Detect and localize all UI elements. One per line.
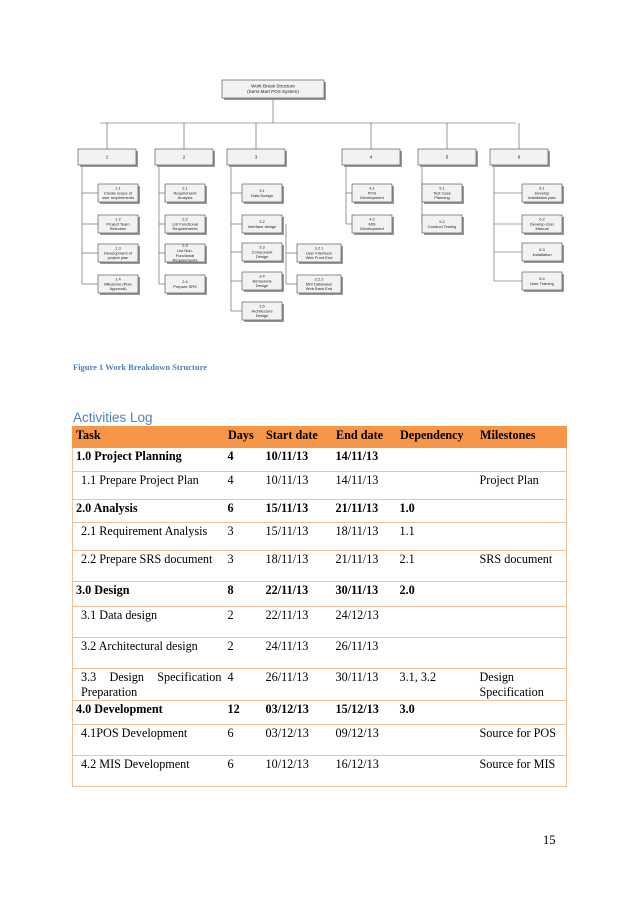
- wbs-text: List Functional: [172, 221, 198, 227]
- cell-start-date: 10/12/13: [263, 756, 333, 787]
- wbs-text: Milestone (Plan: [104, 281, 132, 287]
- cell-dependency: 2.1: [397, 551, 477, 582]
- wbs-text: Test Case: [433, 190, 451, 196]
- table-row: [73, 500, 567, 523]
- wbs-text: Manual: [535, 226, 549, 232]
- wbs-text: MIS: [368, 221, 376, 227]
- header-task: Task: [73, 427, 225, 448]
- cell-end-date: 30/11/13: [333, 669, 397, 701]
- cell-dependency: 3.1, 3.2: [397, 669, 477, 701]
- wbs-text: 1.4: [115, 276, 121, 282]
- table-row: [73, 472, 567, 500]
- work-breakdown-structure-diagram: [70, 75, 565, 365]
- wbs-text: Functional: [175, 252, 195, 258]
- wbs-text: 6.4: [539, 276, 545, 281]
- cell-end-date: 14/11/13: [333, 472, 397, 500]
- wbs-text: User Interface/: [305, 250, 333, 256]
- cell-dependency: [397, 638, 477, 669]
- cell-milestone: Project Plan: [477, 472, 567, 500]
- cell-start-date: 18/11/13: [263, 551, 333, 582]
- table-row: [73, 448, 567, 472]
- wbs-text: Web Back End: [305, 286, 333, 292]
- wbs-text: User Training: [530, 280, 554, 286]
- wbs-text: Interface design: [247, 223, 277, 229]
- wbs-text: 2.3: [182, 243, 188, 249]
- wbs-text: POS: [367, 190, 377, 196]
- wbs-text: 1.2: [115, 216, 121, 222]
- wbs-text: Development of: [103, 250, 133, 256]
- cell-task: 3.0 Design: [73, 582, 225, 607]
- cell-milestone: [477, 500, 567, 523]
- cell-end-date: 16/12/13: [333, 756, 397, 787]
- wbs-text: 1.3: [115, 245, 121, 251]
- wbs-text: 4.1: [369, 185, 375, 191]
- wbs-text: Development: [360, 226, 384, 232]
- cell-start-date: 10/11/13: [263, 472, 333, 500]
- section-title: Activities Log: [73, 410, 153, 425]
- cell-days: 4: [225, 472, 263, 500]
- wbs-text: Design: [255, 254, 269, 260]
- wbs-text: 1.1: [115, 185, 121, 191]
- table-row: [73, 701, 567, 725]
- wbs-text: Behavioral: [252, 278, 272, 284]
- wbs-text: 5.2: [439, 219, 445, 224]
- cell-milestone: Source for POS: [477, 725, 567, 756]
- cell-task: 4.2 MIS Development: [73, 756, 225, 787]
- header-start-date: Start date: [263, 427, 333, 448]
- wbs-text: 2: [182, 154, 186, 160]
- wbs-text: List Non-: [176, 248, 194, 253]
- cell-start-date: 15/11/13: [263, 500, 333, 523]
- wbs-text: MIS Database/: [305, 281, 333, 287]
- cell-task: 4.0 Development: [73, 701, 225, 725]
- wbs-text: Selection: [109, 226, 127, 232]
- wbs-text: 4.2: [369, 216, 375, 222]
- cell-dependency: [397, 607, 477, 638]
- cell-milestone: [477, 701, 567, 725]
- wbs-text: Requirements: [172, 257, 198, 263]
- cell-end-date: 30/11/13: [333, 582, 397, 607]
- table-row: [73, 638, 567, 669]
- wbs-text: Conduct Testing: [427, 223, 457, 229]
- wbs-text: (Semi-Mart POS System): [247, 89, 299, 95]
- cell-task: 4.1POS Development: [73, 725, 225, 756]
- cell-days: 2: [225, 638, 263, 669]
- wbs-text: Planning: [434, 195, 450, 201]
- wbs-text: Component: [251, 249, 273, 255]
- wbs-text: Requirement: [173, 190, 197, 196]
- wbs-text: 6: [517, 154, 521, 160]
- cell-end-date: 14/11/13: [333, 448, 397, 472]
- figure-caption: Figure 1 Work Breakdown Structure: [73, 362, 207, 372]
- cell-days: 6: [225, 500, 263, 523]
- page-number: 15: [543, 833, 556, 847]
- wbs-text: 1: [105, 154, 109, 160]
- cell-end-date: 21/11/13: [333, 551, 397, 582]
- header-days: Days: [225, 427, 263, 448]
- wbs-text: Create scope of: [103, 190, 133, 196]
- cell-milestone: Design Specification: [477, 669, 567, 701]
- wbs-text: project plan: [107, 255, 129, 261]
- cell-milestone: [477, 607, 567, 638]
- cell-start-date: 10/11/13: [263, 448, 333, 472]
- cell-end-date: 21/11/13: [333, 500, 397, 523]
- wbs-text: 3.2: [259, 219, 265, 224]
- wbs-text: Installation: [532, 251, 552, 257]
- cell-start-date: 03/12/13: [263, 701, 333, 725]
- wbs-text: 5.1: [439, 185, 445, 191]
- header-dependency: Dependency: [397, 427, 477, 448]
- table-row: [73, 669, 567, 701]
- wbs-text: 6.3: [539, 247, 545, 252]
- table-row: [73, 756, 567, 787]
- wbs-text: Design: [255, 283, 269, 289]
- wbs-text: 6.2: [539, 216, 545, 222]
- wbs-text: 3: [254, 154, 258, 160]
- cell-dependency: 1.1: [397, 523, 477, 551]
- cell-task: 2.1 Requirement Analysis: [73, 523, 225, 551]
- cell-days: 6: [225, 725, 263, 756]
- cell-task: 2.2 Prepare SRS document: [73, 551, 225, 582]
- wbs-text: Work Break Structure: [251, 83, 295, 89]
- cell-days: 4: [225, 448, 263, 472]
- cell-dependency: [397, 472, 477, 500]
- cell-milestone: SRS document: [477, 551, 567, 582]
- wbs-text: 3.2.2: [314, 276, 324, 282]
- wbs-text: installation plan: [528, 195, 556, 201]
- cell-milestone: [477, 638, 567, 669]
- wbs-text: Develop: [534, 190, 550, 196]
- cell-milestone: Source for MIS: [477, 756, 567, 787]
- cell-dependency: [397, 725, 477, 756]
- cell-dependency: [397, 756, 477, 787]
- table-row: [73, 582, 567, 607]
- cell-days: 3: [225, 551, 263, 582]
- cell-end-date: 26/11/13: [333, 638, 397, 669]
- wbs-text: 3.3: [259, 244, 265, 250]
- wbs-text: 3.4: [259, 273, 265, 279]
- wbs-text: Develop User: [529, 221, 555, 227]
- cell-dependency: 2.0: [397, 582, 477, 607]
- cell-start-date: 22/11/13: [263, 607, 333, 638]
- wbs-text: Project Team: [106, 221, 130, 227]
- wbs-text: 2.2: [182, 216, 188, 222]
- cell-dependency: [397, 448, 477, 472]
- cell-days: 6: [225, 756, 263, 787]
- table-row: [73, 725, 567, 756]
- wbs-text: 3.1: [259, 188, 265, 193]
- cell-days: 8: [225, 582, 263, 607]
- wbs-text: 3.5: [259, 303, 265, 309]
- cell-task: 3.2 Architectural design: [73, 638, 225, 669]
- header-milestones: Milestones: [477, 427, 567, 448]
- cell-end-date: 18/11/13: [333, 523, 397, 551]
- header-end-date: End date: [333, 427, 397, 448]
- cell-dependency: 1.0: [397, 500, 477, 523]
- cell-start-date: 03/12/13: [263, 725, 333, 756]
- cell-days: 12: [225, 701, 263, 725]
- wbs-text: 4: [369, 154, 373, 160]
- wbs-text: user requirements: [101, 195, 135, 201]
- wbs-text: Architecture: [251, 308, 273, 314]
- wbs-text: Approval): [109, 286, 127, 292]
- wbs-text: Data Design: [250, 192, 274, 198]
- cell-end-date: 24/12/13: [333, 607, 397, 638]
- table-row: [73, 523, 567, 551]
- cell-days: 2: [225, 607, 263, 638]
- cell-end-date: 09/12/13: [333, 725, 397, 756]
- cell-start-date: 22/11/13: [263, 582, 333, 607]
- wbs-svg: [70, 75, 565, 365]
- wbs-text: 2.4: [182, 279, 188, 284]
- cell-task: 1.1 Prepare Project Plan: [73, 472, 225, 500]
- wbs-text: Analysis: [177, 195, 193, 201]
- table-header-row: [73, 427, 567, 448]
- wbs-text: 3.2.1: [314, 245, 324, 251]
- cell-start-date: 26/11/13: [263, 669, 333, 701]
- wbs-text: 5: [445, 154, 449, 160]
- wbs-text: Design: [255, 313, 269, 319]
- cell-task: 3.1 Data design: [73, 607, 225, 638]
- cell-end-date: 15/12/13: [333, 701, 397, 725]
- cell-task: 1.0 Project Planning: [73, 448, 225, 472]
- table-row: [73, 607, 567, 638]
- cell-milestone: [477, 582, 567, 607]
- wbs-text: 6.1: [539, 185, 545, 191]
- table-row: [73, 551, 567, 582]
- wbs-text: Web Front End: [305, 255, 333, 261]
- wbs-text: Prepare SRS: [173, 283, 197, 289]
- cell-days: 4: [225, 669, 263, 701]
- cell-days: 3: [225, 523, 263, 551]
- wbs-text: Requirements: [172, 226, 198, 232]
- cell-task: 3.3 Design Specification Preparation: [73, 669, 225, 701]
- wbs-text: 2.1: [182, 185, 188, 191]
- cell-milestone: [477, 448, 567, 472]
- cell-task: 2.0 Analysis: [73, 500, 225, 523]
- activities-table: [72, 426, 567, 787]
- cell-milestone: [477, 523, 567, 551]
- cell-dependency: 3.0: [397, 701, 477, 725]
- cell-start-date: 15/11/13: [263, 523, 333, 551]
- wbs-text: Development: [360, 195, 384, 201]
- cell-start-date: 24/11/13: [263, 638, 333, 669]
